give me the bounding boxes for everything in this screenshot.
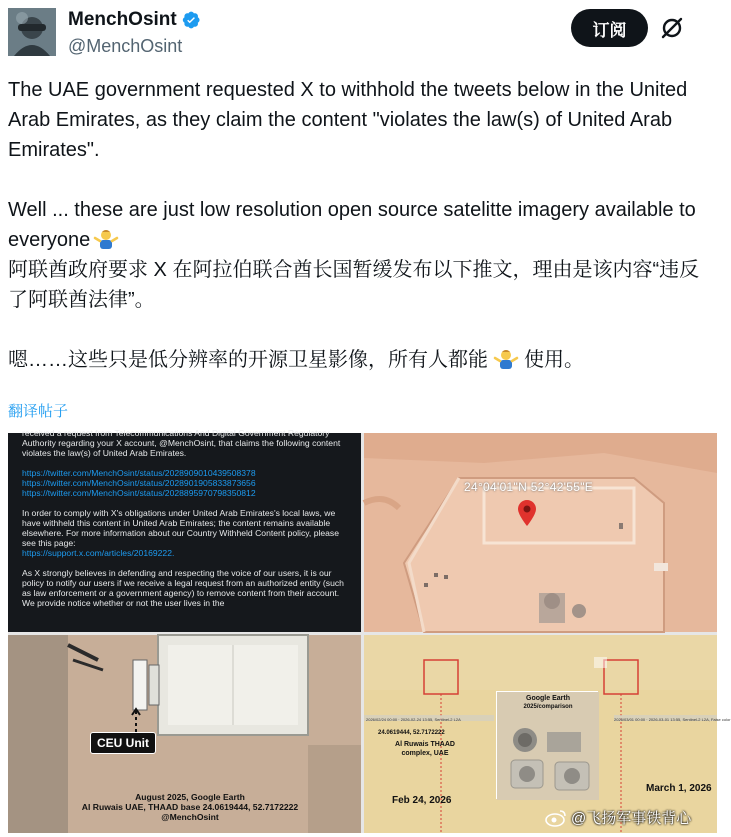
notice-policy-link: https://support.x.com/articles/20169222. xyxy=(22,548,175,558)
account-handle[interactable]: @MenchOsint xyxy=(68,36,183,56)
post-paragraph-2-text: Well ... these are just low resolution open source satelitte imagery available to everyone xyxy=(8,199,696,251)
ge-title: Google Earth xyxy=(526,695,570,702)
site-coords: 24.0619444, 52.7172222 xyxy=(378,730,445,736)
caption-line-2: Al Ruwais UAE, THAAD base 24.0619444, 52.7172222 xyxy=(81,802,299,812)
avatar[interactable] xyxy=(8,8,56,56)
map-pin-icon xyxy=(518,500,536,526)
notice-text-3: As X strongly believes in defending and respecting the voice of our users, it is our policy to notify our users if we receive a legal request from an authorized entity (such as law enforcement or a government agency) to remove content from their account. We provide notice whether or not the user lives in the xyxy=(22,568,344,608)
comparison-small-right: 2026/03/01 00:00 · 2026-03-01 13:55, Sentinel-2 L2A, False color xyxy=(614,717,731,722)
translate-post-link[interactable]: 翻译帖子 xyxy=(8,403,69,420)
site-name: Al Ruwais THAAD complex, UAE xyxy=(395,741,455,757)
display-name[interactable] xyxy=(68,9,201,31)
comparison-small-left: 2026/02/24 00:00 · 2026-02-24 13:55, Sentinel-2 L2A xyxy=(366,717,461,722)
post-text xyxy=(8,75,708,375)
watermark-text: @飞扬军事铁背心 xyxy=(571,810,692,827)
caption-line-3: @MenchOsint xyxy=(161,812,219,822)
watermark xyxy=(545,807,691,828)
ceu-unit-label: CEU Unit xyxy=(90,732,156,754)
image-caption xyxy=(60,792,320,822)
post-paragraph-2 xyxy=(8,195,708,255)
subscribe-button[interactable]: 订阅 xyxy=(571,9,648,47)
withheld-notice xyxy=(22,428,352,618)
notice-link-3: https://twitter.com/MenchOsint/status/2028895970798350812 xyxy=(22,488,256,498)
post-paragraph-4-text: 嗯……这些只是低分辨率的开源卫星影像，所有人都能 xyxy=(8,349,488,371)
site-label xyxy=(380,740,470,758)
date-right: March 1, 2026 xyxy=(646,783,712,794)
media-image-map[interactable] xyxy=(364,433,717,632)
grok-icon[interactable] xyxy=(658,14,686,42)
notice-text-1: received a request from Telecommunications And Digital Government Regulatory Authority regarding your X account, @MenchOsint, that claims the following content violates the law(s) of United Arab Emirates. xyxy=(22,428,341,458)
post-paragraph-4-end: 使用。 xyxy=(524,349,584,371)
notice-text-2: In order to comply with X's obligations under United Arab Emirates's local laws, we have withheld this content in United Arab Emirates; the content remains available elsewhere. For more information about our Country Withheld Content policy, please see this page: xyxy=(22,508,340,548)
ge-subtitle: 2025/comparison xyxy=(523,704,573,710)
map-coordinates: 24°04'01"N 52°42'55"E xyxy=(464,480,594,494)
weibo-icon xyxy=(545,809,567,827)
media-image-ceu[interactable] xyxy=(8,635,361,833)
notice-link-2: https://twitter.com/MenchOsint/status/2028901905833873656 xyxy=(22,478,256,488)
shrug-emoji-icon xyxy=(494,348,518,370)
caption-line-1: August 2025, Google Earth xyxy=(135,792,245,802)
post-header xyxy=(0,0,725,70)
media-image-notice[interactable] xyxy=(8,428,361,632)
verified-badge-icon xyxy=(181,10,201,30)
shrug-emoji-icon xyxy=(94,228,118,250)
media-grid xyxy=(8,428,731,833)
post-paragraph-1: The UAE government requested X to withhold the tweets below in the United Arab Emirates, as they claim the content "violates the law(s) of United Arab Emirates". xyxy=(8,79,688,161)
notice-link-1: https://twitter.com/MenchOsint/status/2028909010439508378 xyxy=(22,468,256,478)
post-paragraph-3: 阿联酋政府要求 X 在阿拉伯联合酋长国暂缓发布以下推文，理由是该内容“违反了阿联酋法律”。 xyxy=(8,259,700,311)
display-name-text[interactable]: MenchOsint xyxy=(68,9,177,30)
media-image-comparison[interactable] xyxy=(364,635,731,833)
google-earth-inset xyxy=(496,691,598,799)
date-left: Feb 24, 2026 xyxy=(392,795,452,806)
post-paragraph-4 xyxy=(8,345,708,375)
map-terrain xyxy=(364,433,717,632)
